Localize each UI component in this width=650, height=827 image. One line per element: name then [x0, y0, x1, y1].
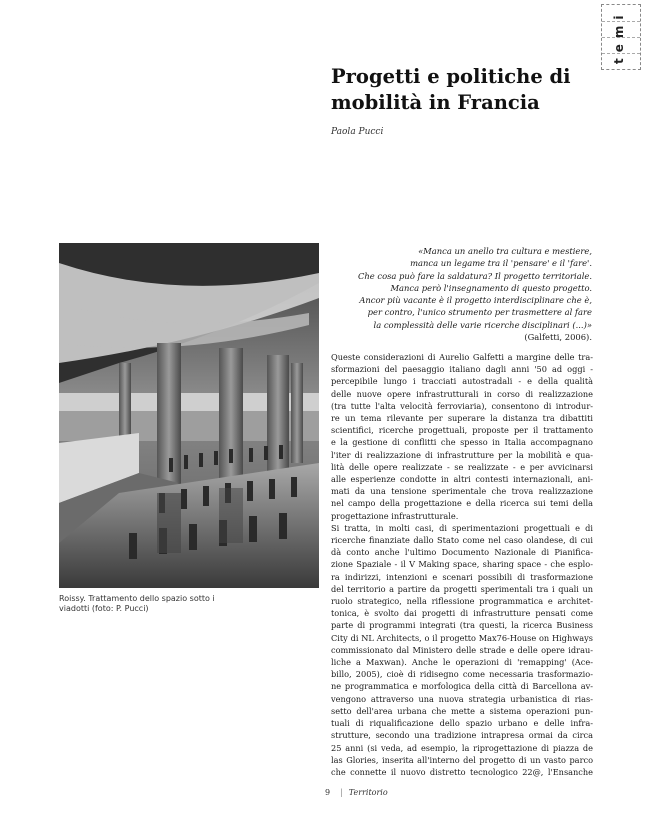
footer-separator: |: [340, 788, 343, 797]
body-line: lità delle opere realizzate - se realizzate - e per avvicinarsi: [331, 461, 593, 472]
body-line: Si tratta, in molti casi, di sperimentazioni progettuali e di: [331, 522, 593, 533]
article-author: Paola Pucci: [331, 127, 384, 137]
body-line: vengono attraverso una nuova strategia urbanistica di rias-: [331, 693, 593, 704]
quote-source: (Galfetti, 2006).: [524, 332, 592, 343]
body-line: (tra tutte l'alta velocità ferroviaria), consentono di introdur-: [331, 400, 593, 411]
body-line: zione Spaziale - il V Making space, sharing space - che esplo-: [331, 559, 593, 570]
body-line: progettazione infrastrutturale.: [331, 510, 459, 521]
body-line: che connette il nuovo distretto tecnologico 22@, l'Ensanche: [331, 766, 593, 777]
journal-name: Territorio: [348, 788, 388, 797]
page-number: 9: [325, 788, 331, 797]
viaduct-photo-illustration: [59, 243, 319, 588]
body-line: e la gestione di conflitti che spesso in Italia accompagnano: [331, 437, 593, 448]
body-line: ricerche finanziate dallo Stato come nel caso olandese, di cui: [331, 535, 593, 546]
quote-line: «Manca un anello tra cultura e mestiere,: [418, 246, 592, 256]
quote-line: la complessità delle varie ricerche disciplinari (...)»: [373, 319, 592, 330]
quote-line: Manca però l'insegnamento di questo progetto.: [390, 282, 592, 293]
body-line: liche a Maxwan). Anche le operazioni di 'remapping' (Ace-: [331, 657, 593, 668]
body-line: City di NL Architects, o il progetto Max76-House on Highways: [331, 632, 593, 643]
body-line: l'iter di realizzazione di infrastrutture per la mobilità e qua-: [331, 449, 593, 460]
quote-line: Che cosa può fare la saldatura? Il progetto territoriale.: [357, 270, 592, 281]
body-line: ra indirizzi, intenzioni e scenari possibili di trasformazione: [331, 571, 593, 582]
section-tag: temi: [612, 9, 626, 65]
body-line: re un tema rilevante per superare la distanza tra dibattiti: [331, 413, 593, 424]
body-line: parte di programmi integrati (tra questi, la ricerca Business: [331, 620, 593, 631]
body-line: commissionato dal Ministero delle strade e delle opere idrau-: [331, 644, 593, 655]
article-title: Progetti e politiche di mobilità in Francia: [331, 65, 571, 114]
body-line: 25 anni (si veda, ad esempio, la riprogettazione di piazza de: [331, 742, 593, 753]
body-line: Queste considerazioni di Aurelio Galfetti a margine delle tra-: [331, 352, 593, 362]
quote-line: Ancor più vacante è il progetto interdisciplinare che è,: [359, 295, 592, 306]
epigraph-quote: [331, 245, 592, 343]
body-line: strutture, secondo una tradizione intrapresa ormai da circa: [331, 730, 593, 741]
body-line: nel campo della progettazione e della ricerca sui temi della: [331, 498, 593, 509]
photo-caption: Roissy. Trattamento dello spazio sotto i viadotti (foto: P. Pucci): [59, 594, 215, 613]
body-line: sformazioni del paesaggio italiano dagli anni '50 ad oggi -: [331, 364, 593, 375]
body-line: billo, 2005), cioè di ridisegno come necessaria trasformazio-: [331, 669, 593, 680]
page-footer: [325, 788, 388, 797]
body-line: scientifici, ricerche progettuali, proposte per il trattamento: [331, 425, 593, 436]
body-line: las Glories, inserita all'interno del progetto di un vasto parco: [331, 754, 593, 765]
body-line: del territorio a partire da progetti sperimentali tra i quali un: [331, 583, 593, 594]
quote-line: manca un legame tra il 'pensare' e il 'fare'.: [410, 258, 592, 269]
body-line: ne programmatica e morfologica della città di Barcellona av-: [331, 681, 593, 692]
body-line: mati da una tensione sperimentale che trova realizzazione: [331, 486, 593, 497]
body-line: percepibile lungo i tracciati autostradali - e della qualità: [331, 376, 593, 387]
body-line: tuali di riqualificazione dello spazio urbano e delle infra-: [331, 718, 593, 729]
body-line: setto dell'area urbana che mette a sistema operazioni pun-: [331, 705, 593, 716]
body-line: tonica, è svolto dai progetti di infrastrutture pensati come: [331, 608, 593, 619]
article-body: [331, 351, 593, 778]
body-line: ruolo strategico, nella riflessione programmatica e architet-: [331, 596, 593, 607]
body-line: alle esperienze condotte in altri contesti internazionali, ani-: [331, 474, 593, 485]
body-line: dà conto anche l'ultimo Documento Nazionale di Pianifica-: [331, 547, 593, 558]
photo-roissy-viaduct: [59, 243, 319, 588]
quote-line: per contro, l'unico strumento per trasmettere al fare: [367, 307, 592, 318]
body-line: delle nuove opere infrastrutturali in corso di realizzazione: [331, 388, 593, 399]
